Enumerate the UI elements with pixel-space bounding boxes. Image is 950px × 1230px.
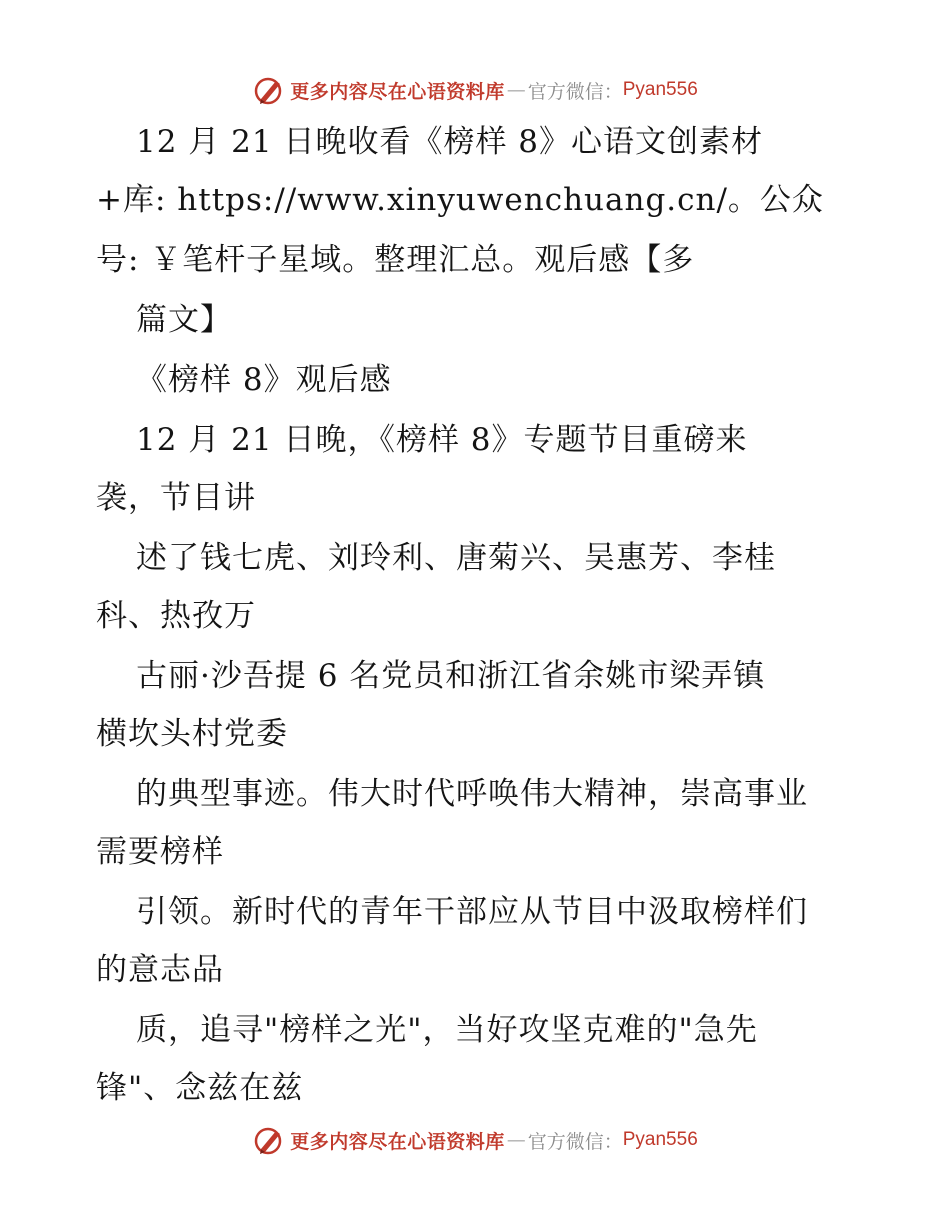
watermark-separator: —	[506, 1129, 526, 1151]
watermark-banner-top	[0, 70, 950, 110]
text-line: 横坎头村党委	[96, 716, 288, 752]
text-line: 袭，节目讲	[96, 480, 256, 516]
text-line: 12 月 21 日晚收看《榜样 8》心语文创素材	[136, 124, 764, 160]
text-line: 的典型事迹。伟大时代呼唤伟大精神，崇高事业	[136, 776, 808, 812]
watermark-text: 更多内容尽在心语资料库	[290, 1130, 505, 1153]
watermark-wechat-label: 官方微信：	[527, 80, 623, 103]
watermark-banner-bottom	[0, 1120, 950, 1160]
text-line: 述了钱七虎、刘玲利、唐菊兴、吴惠芳、李桂	[136, 540, 776, 576]
watermark-wechat-id: Pyan556	[622, 1129, 698, 1150]
text-line: 锋"、念兹在兹	[96, 1070, 304, 1106]
text-line: 号: ￥笔杆子星域。整理汇总。观后感【多	[96, 242, 695, 278]
pen-logo-icon	[252, 1123, 286, 1157]
text-line: 质，追寻"榜样之光"，当好攻坚克难的"急先	[136, 1012, 758, 1048]
watermark-separator: —	[506, 79, 526, 101]
pen-logo-icon	[252, 73, 286, 107]
text-line: 需要榜样	[96, 834, 224, 870]
text-line: 12 月 21 日晚，《榜样 8》专题节目重磅来	[136, 422, 748, 458]
text-line: +库: https://www.xinyuwenchuang.cn/。公众	[96, 182, 824, 218]
watermark-text: 更多内容尽在心语资料库	[290, 80, 505, 103]
text-line: 篇文】	[136, 302, 232, 338]
watermark-wechat-id: Pyan556	[622, 79, 698, 100]
text-line: 古丽·沙吾提 6 名党员和浙江省余姚市梁弄镇	[136, 658, 766, 694]
text-line: 科、热孜万	[96, 598, 256, 634]
text-line: 引领。新时代的青年干部应从节目中汲取榜样们	[136, 894, 808, 930]
text-line: 的意志品	[96, 952, 224, 988]
watermark-wechat-label: 官方微信：	[527, 1130, 623, 1153]
section-title: 《榜样 8》观后感	[136, 362, 392, 398]
